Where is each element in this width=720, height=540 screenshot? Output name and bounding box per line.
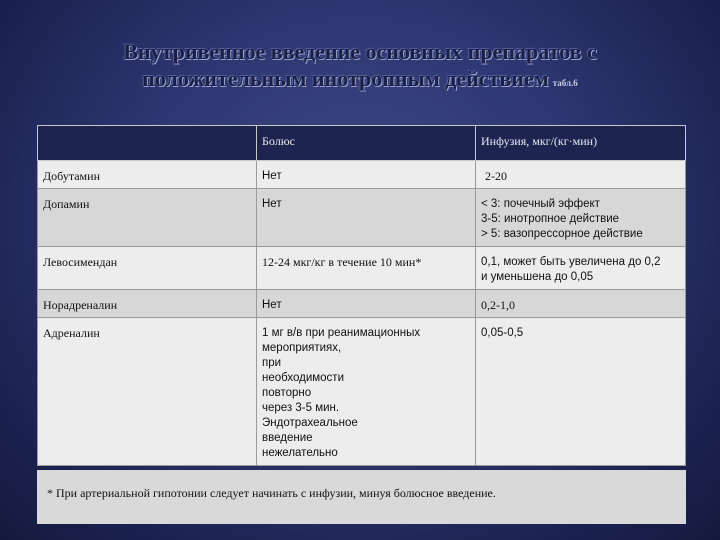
- table-header-row: [38, 126, 686, 161]
- bolus-cell: [257, 247, 476, 290]
- header-cell-infusion: Инфузия, мкг/(кг·мин): [476, 126, 686, 161]
- infusion-cell: [476, 161, 686, 189]
- bolus-line: 1 мг в/в при реанимационных: [262, 327, 421, 339]
- table-row: [38, 247, 686, 290]
- bolus-line: введение: [262, 432, 313, 444]
- table-row: [38, 161, 686, 189]
- bolus-cell: [257, 318, 476, 466]
- title-line-1: Внутривенное введение основных препаратов с: [123, 39, 597, 64]
- drug-name: Левосимендан: [38, 247, 257, 290]
- infusion-cell: [476, 189, 686, 247]
- infusion-line: 0,1, может быть увеличена до 0,2: [481, 256, 661, 268]
- bolus-line: при: [262, 357, 282, 369]
- title-line-2: положительным инотропным действием: [142, 66, 549, 91]
- footnote: * При артериальной гипотонии следует начинать с инфузии, минуя болюсное введение.: [37, 470, 686, 524]
- table-row: [38, 318, 686, 466]
- infusion-line: > 5: вазопрессорное действие: [481, 228, 643, 240]
- drug-name: Допамин: [38, 189, 257, 247]
- infusion-cell: [476, 247, 686, 290]
- bolus-line: 12-24 мкг/кг в течение 10 мин*: [262, 255, 422, 269]
- infusion-line: 0,05-0,5: [481, 327, 524, 339]
- drug-name: Норадреналин: [38, 290, 257, 318]
- bolus-cell: [257, 161, 476, 189]
- bolus-line: Нет: [262, 170, 282, 182]
- drug-name: Добутамин: [38, 161, 257, 189]
- bolus-line: Нет: [262, 198, 282, 210]
- bolus-line: необходимости: [262, 372, 344, 384]
- infusion-line: 2-20: [485, 169, 507, 183]
- bolus-line: Эндотрахеальное: [262, 417, 358, 429]
- infusion-line: 3-5: инотропное действие: [481, 213, 620, 225]
- header-cell-bolus: Болюс: [257, 126, 476, 161]
- table-row: [38, 290, 686, 318]
- table-number: табл.6: [552, 78, 578, 88]
- bolus-line: повторно: [262, 387, 312, 399]
- bolus-cell: [257, 189, 476, 247]
- bolus-line: мероприятиях,: [262, 342, 342, 354]
- infusion-cell: [476, 318, 686, 466]
- drug-name: Адреналин: [38, 318, 257, 466]
- infusion-line: и уменьшена до 0,05: [481, 271, 594, 283]
- bolus-cell: [257, 290, 476, 318]
- infusion-cell: [476, 290, 686, 318]
- slide-title: [0, 38, 720, 97]
- bolus-line: нежелательно: [262, 447, 338, 459]
- bolus-line: Нет: [262, 299, 282, 311]
- bolus-line: через 3-5 мин.: [262, 402, 340, 414]
- infusion-line: 0,2-1,0: [481, 298, 515, 312]
- table-row: [38, 189, 686, 247]
- header-cell-empty: [38, 126, 257, 161]
- infusion-line: < 3: почечный эффект: [481, 198, 600, 210]
- drug-table: [37, 125, 686, 466]
